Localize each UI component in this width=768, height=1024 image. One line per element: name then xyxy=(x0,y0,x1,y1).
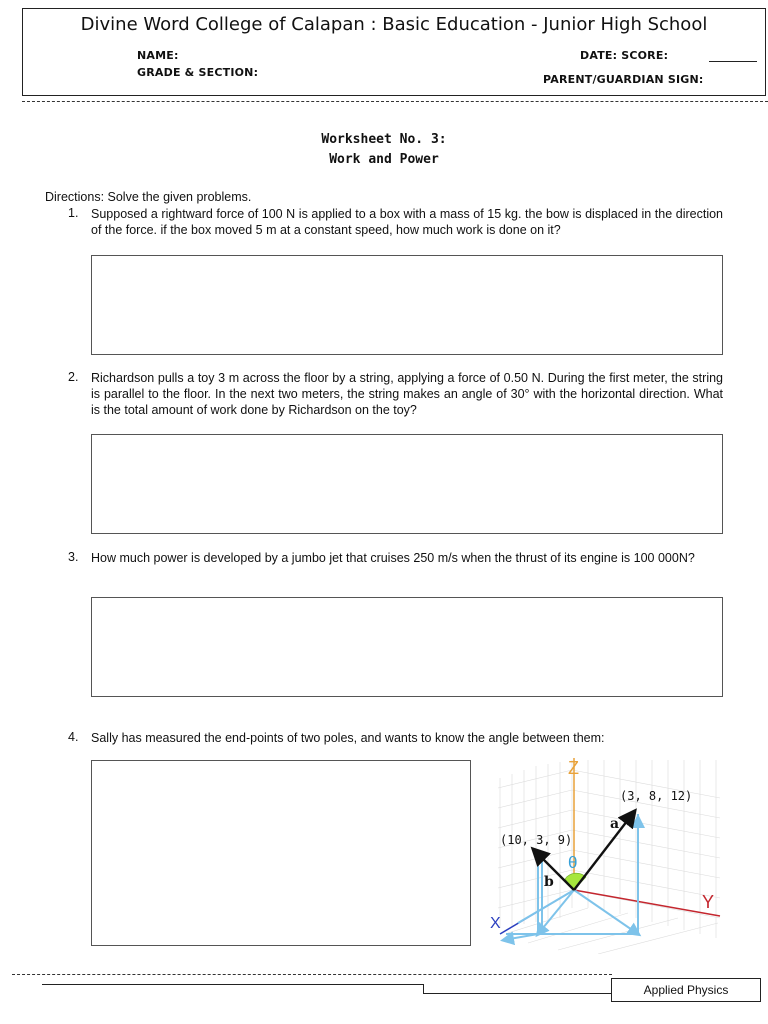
question-1-number: 1. xyxy=(68,206,79,220)
worksheet-topic: Work and Power xyxy=(329,152,439,167)
score-blank-line xyxy=(709,61,757,62)
x-axis-label: X xyxy=(490,915,501,932)
question-3-text: How much power is developed by a jumbo jet that cruises 250 m/s when the thrust of its engine is 100 000N? xyxy=(91,551,695,565)
vector-b-label: b xyxy=(544,874,554,890)
theta-label: θ xyxy=(568,853,578,872)
answer-box-2[interactable] xyxy=(91,434,723,534)
vector-angle-figure xyxy=(488,758,724,954)
worksheet-number: Worksheet No. 3: xyxy=(321,132,447,147)
vector-a-label: a xyxy=(610,816,620,832)
question-4-number: 4. xyxy=(68,730,79,744)
question-4-text: Sally has measured the end-points of two poles, and wants to know the angle between them: xyxy=(91,731,605,745)
directions: Directions: Solve the given problems. xyxy=(45,190,252,204)
footer-rule-step xyxy=(423,984,424,993)
name-label: NAME: xyxy=(137,49,179,62)
header-box xyxy=(22,8,766,96)
subject-label: Applied Physics xyxy=(611,978,761,1002)
footer-divider xyxy=(12,974,612,975)
footer-rule-lower xyxy=(423,993,612,994)
z-axis-label: Z xyxy=(568,758,579,778)
answer-box-4[interactable] xyxy=(91,760,471,946)
point-a-label: (3, 8, 12) xyxy=(620,789,693,803)
y-axis-label: Y xyxy=(702,892,715,912)
parent-sign-label: PARENT/GUARDIAN SIGN: xyxy=(543,73,704,86)
answer-box-1[interactable] xyxy=(91,255,723,355)
school-title: Divine Word College of Calapan : Basic Education - Junior High School xyxy=(80,14,708,35)
point-b-label: (10, 3, 9) xyxy=(500,833,573,847)
grade-section-label: GRADE & SECTION: xyxy=(137,66,259,79)
answer-box-3[interactable] xyxy=(91,597,723,697)
date-score-label: DATE: SCORE: xyxy=(580,49,669,62)
question-1-text: Supposed a rightward force of 100 N is applied to a box with a mass of 15 kg. the bow is displaced in the direction of the force. if the box moved 5 m at a constant speed, how much work is done on it? xyxy=(91,207,723,237)
question-2-number: 2. xyxy=(68,370,79,384)
question-2-text: Richardson pulls a toy 3 m across the floor by a string, applying a force of 0.50 N. During the first meter, the string is parallel to the floor. In the next two meters, the string makes an angle of 30° with the horizontal direction. What is the total amount of work done by Richardson on the toy? xyxy=(91,371,723,417)
vector-diagram xyxy=(488,758,724,954)
question-3-number: 3. xyxy=(68,550,79,564)
header-divider xyxy=(22,101,768,102)
footer-rule xyxy=(42,984,424,985)
